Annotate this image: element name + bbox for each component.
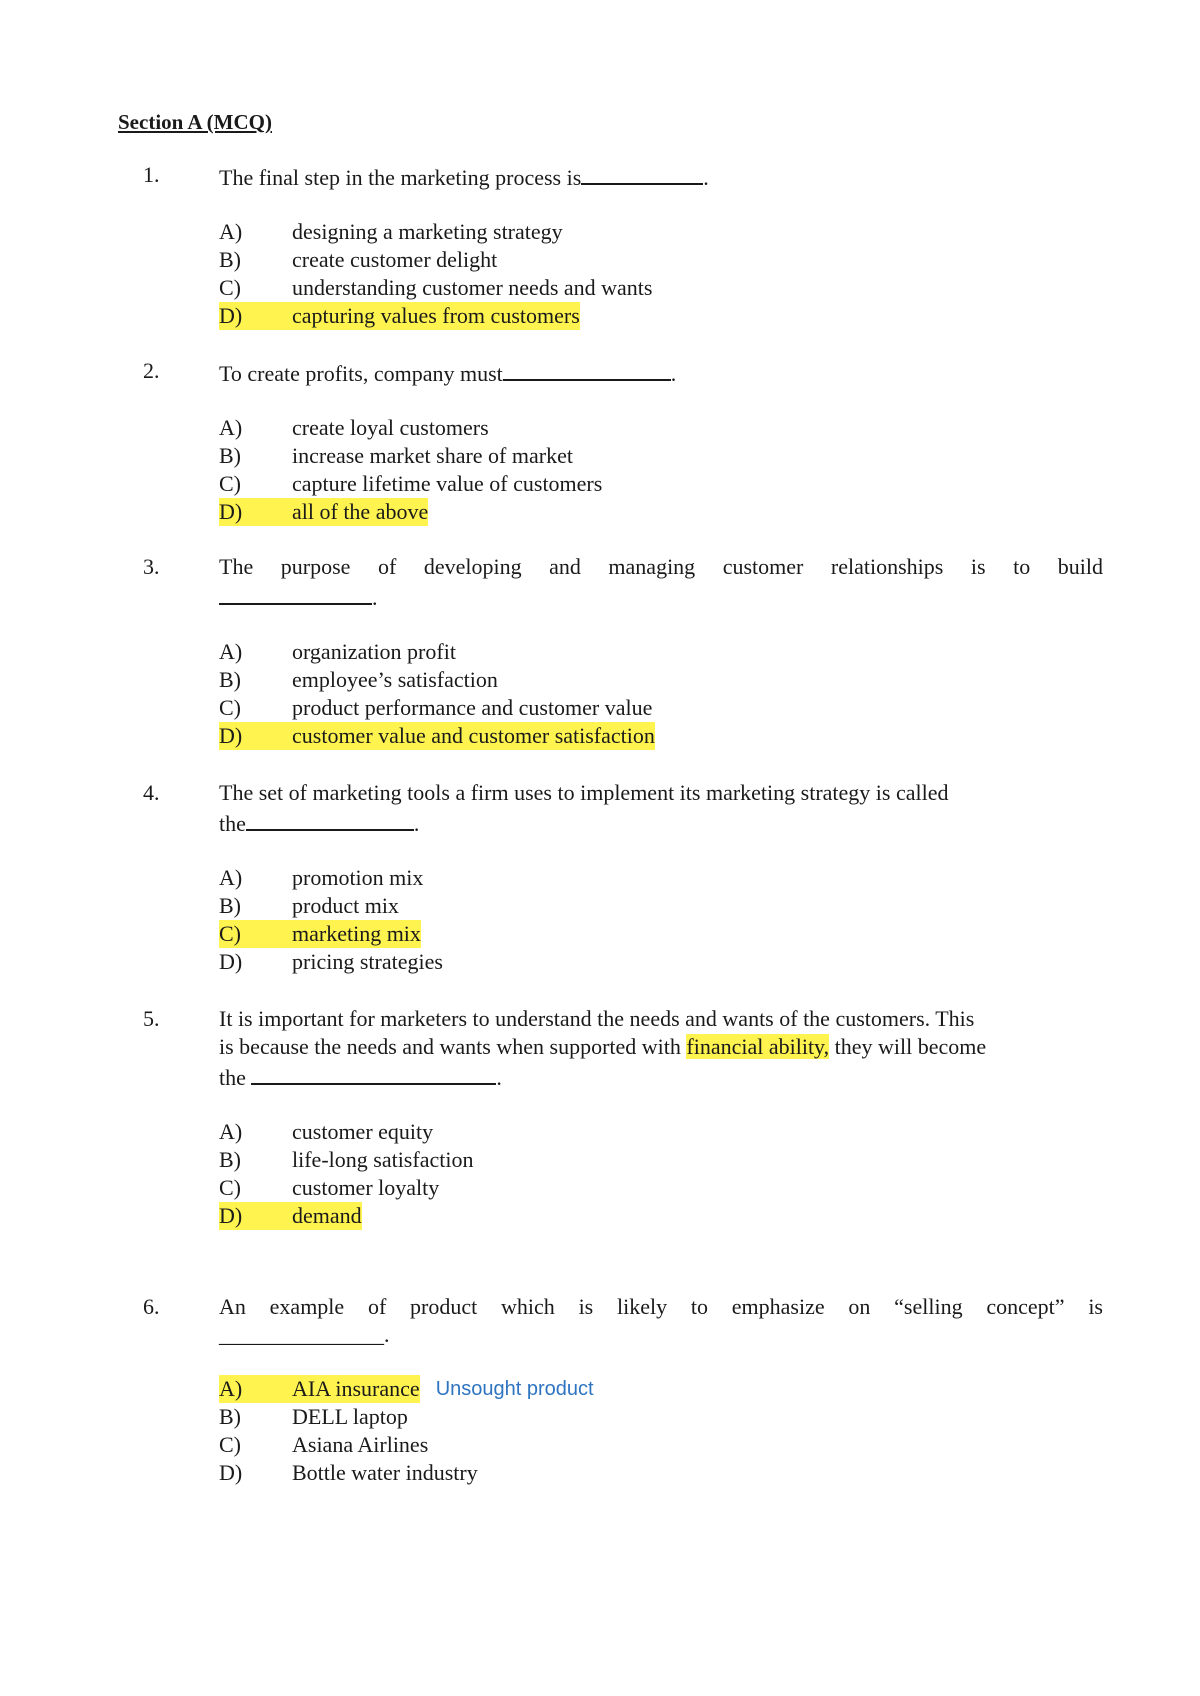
question-text: The final step in the marketing process is .: [219, 161, 1103, 192]
options-list: [219, 1375, 1103, 1487]
options-list: [219, 414, 1103, 526]
answer-blank: [246, 807, 414, 831]
answer-blank: [503, 357, 671, 381]
option-d-highlighted: D) demand: [219, 1203, 362, 1228]
question-text: The purpose of developing and managing customer relationships is to build: [219, 554, 1103, 579]
question-number: 4.: [143, 780, 160, 805]
question-2: [143, 357, 1103, 526]
answer-blank: [219, 581, 372, 605]
question-number: 5.: [143, 1006, 160, 1031]
answer-blank: [581, 161, 703, 185]
question-3: 3. The purpose of developing and managing customer relationships is to build . A) organization profit B) employee’s satisfaction C) product performance and customer value D) customer value and customer satisfaction: [143, 554, 1103, 748]
option-b: B) DELL laptop: [219, 1404, 408, 1429]
option-c: C) capture lifetime value of customers: [219, 471, 603, 496]
question-number: 6.: [143, 1294, 160, 1319]
option-d: D) Bottle water industry: [219, 1460, 478, 1485]
question-text: To create profits, company must .: [219, 357, 1103, 388]
options-list: [219, 218, 1103, 330]
option-c-highlighted: C) marketing mix: [219, 921, 421, 946]
option-c: C) Asiana Airlines: [219, 1432, 429, 1457]
option-c: C) understanding customer needs and wants: [219, 275, 653, 300]
option-a: A) customer equity: [219, 1119, 434, 1144]
option-a: A) organization profit: [219, 639, 456, 664]
option-a: A) designing a marketing strategy: [219, 219, 563, 244]
option-b: B) create customer delight: [219, 247, 498, 272]
option-d-highlighted: D) all of the above: [219, 499, 429, 524]
question-number: 3.: [143, 554, 160, 579]
question-number: 2.: [143, 358, 160, 383]
option-a-highlighted: A) AIA insurance Unsought product: [219, 1376, 594, 1401]
question-4: 4. The set of marketing tools a firm uses to implement its marketing strategy is called the . A) promotion mix B) product mix C) marketing mix D) pricing strategies: [143, 779, 1103, 976]
option-d-highlighted: D) customer value and customer satisfaction: [219, 723, 655, 748]
option-b: B) life-long satisfaction: [219, 1147, 474, 1172]
question-text: It is important for marketers to understand the needs and wants of the customers. This: [219, 1006, 975, 1031]
answer-blank: [251, 1061, 496, 1085]
question-1: [143, 161, 1103, 330]
question-5: 5. It is important for marketers to understand the needs and wants of the customers. This is because the needs and wants when supported with financial ability, they will become the . A) customer equity B) life-long satisfaction C) customer loyalty D) demand: [143, 1005, 1103, 1230]
option-b: B) increase market share of market: [219, 443, 573, 468]
option-c: C) customer loyalty: [219, 1175, 440, 1200]
option-d-highlighted: D) capturing values from customers: [219, 303, 580, 328]
question-6: [143, 1293, 1103, 1487]
option-a: A) create loyal customers: [219, 415, 489, 440]
option-c: C) product performance and customer value: [219, 695, 653, 720]
question-text: The set of marketing tools a firm uses to implement its marketing strategy is called: [219, 780, 949, 805]
option-b: B) employee’s satisfaction: [219, 667, 498, 692]
option-b: B) product mix: [219, 893, 399, 918]
answer-blank-line: _______________.: [219, 1322, 390, 1347]
question-text: An example of product which is likely to emphasize on “selling concept” is: [219, 1294, 1103, 1319]
section-title: Section A (MCQ): [118, 110, 272, 134]
highlighted-phrase: financial ability,: [686, 1034, 830, 1059]
options-list: [219, 1118, 1103, 1230]
options-list: [219, 864, 1103, 976]
option-d: D) pricing strategies: [219, 949, 443, 974]
annotation-note: Unsought product: [435, 1378, 594, 1400]
question-number: 1.: [143, 162, 160, 187]
options-list: [219, 638, 1103, 750]
option-a: A) promotion mix: [219, 865, 424, 890]
